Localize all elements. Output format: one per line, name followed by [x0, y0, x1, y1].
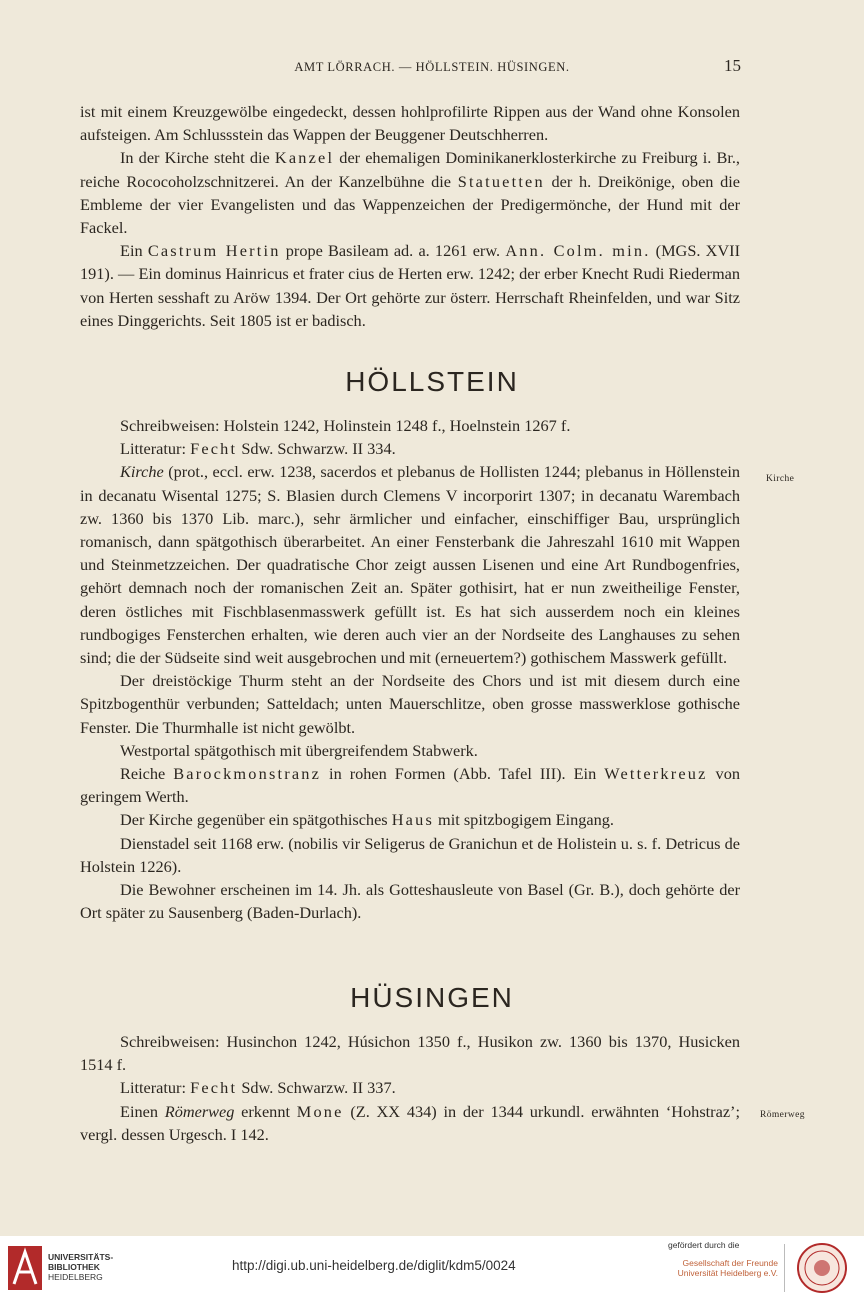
page-number: 15	[724, 56, 741, 75]
heading-husingen: HÜSINGEN	[350, 982, 514, 1013]
section-husingen	[80, 1030, 740, 1146]
running-head: AMT LÖRRACH. — HÖLLSTEIN. HÜSINGEN.	[294, 60, 570, 74]
section-hollstein	[80, 414, 740, 924]
schreibweisen: Schreibweisen: Holstein 1242, Holinstein 1248 f., Hoelnstein 1267 f.	[120, 416, 571, 435]
heading-hollstein: HÖLLSTEIN	[345, 366, 519, 397]
paragraph: Westportal spätgothisch mit übergreifendem Stabwerk.	[120, 740, 478, 760]
funded-by-label: gefördert durch die	[668, 1240, 740, 1250]
paragraph: ist mit einem Kreuzgewölbe eingedeckt, dessen hohlprofilirte Rippen aus der Wand ohne Konsolen aufsteigen. Am Schlussstein das Wappen der Beuggener Deutschherren.	[80, 102, 740, 145]
paragraph: In der Kirche steht die Kanzel der ehemaligen Dominikanerklosterkirche zu Freiburg i. Br., reiche Rococoholzschnitzerei. An der Kanzelbühne die Statuetten der h. Dreikönige, oben die Embleme der vier Evangelisten und das Wappenzeichen der Predigermönche, der Hund mit der Fackel.	[80, 148, 741, 238]
society-name-link[interactable]: Gesellschaft der Freunde Universität Heidelberg e.V.	[677, 1258, 778, 1278]
paragraph: Dienstadel seit 1168 erw. (nobilis vir Seligerus de Granichun et de Holistein u. s. f. Detricus de Holstein 1226).	[80, 833, 740, 876]
library-name[interactable]: UNIVERSITÄTS- BIBLIOTHEK HEIDELBERG	[48, 1252, 114, 1282]
paragraph-roemerweg: Einen Römerweg erkennt Mone (Z. XX 434) in der 1344 urkundl. erwähnten ‘Hohstraz’; vergl. dessen Urgesch. I 142.	[80, 1101, 740, 1144]
paragraph: Die Bewohner erscheinen im 14. Jh. als Gotteshausleute von Basel (Gr. B.), doch gehörte der Ort später zu Sausenberg (Baden-Durlach).	[80, 880, 740, 923]
litteratur: Litteratur: Fecht Sdw. Schwarzw. II 337.	[120, 1078, 396, 1098]
paragraph: Der dreistöckige Thurm steht an der Nordseite des Chors und ist mit diesem durch eine Spitzbogenthür verbunden; Satteldach; unten Mauerschlitze, oben grosse masswerklose gothische Fenster. Die Thurmhalle ist nicht gewölbt.	[80, 671, 740, 737]
paragraph: Der Kirche gegenüber ein spätgothisches Haus mit spitzbogigem Eingang.	[120, 810, 614, 830]
section-herten	[80, 100, 740, 332]
university-seal-icon	[796, 1242, 848, 1294]
litteratur: Litteratur: Fecht Sdw. Schwarzw. II 334.	[120, 439, 396, 459]
library-logo-icon	[8, 1246, 42, 1290]
paragraph-kirche: Kirche (prot., eccl. erw. 1238, sacerdos et plebanus de Hollisten 1244; plebanus in Höllenstein in decanatu Wisental 1275; S. Blasien durch Clemens V incorporirt 1307; in decanatu Warembach zw. 1360 bis 1370 Lib. marc.), sehr ärmlicher und einfacher, einschiffiger Bau, ursprünglich romanisch, dann spätgothisch überarbeitet. An einer Fensterbank die Jahreszahl 1610 mit Wappen und Steinmetzzeichen. Der quadratische Chor zeigt aussen Lisenen und eine Art Rundbogenfries, gehört demnach noch der romanischen Zeit an. Später gothisirt, hat er nun zweitheilige Fenster, deren östliches mit Fischblasenmasswerk gefüllt ist. Es hat sich ausserdem noch ein kleines rundbogiges Fensterchen erhalten, wie deren auch vier an der Nordseite des Langhauses zu sehen sind; die der Südseite sind weit ausgebrochen und mit (erneuertem?) gothischem Masswerk gefüllt.	[80, 462, 740, 668]
paragraph: Ein Castrum Hertin prope Basileam ad. a. 1261 erw. Ann. Colm. min. (MGS. XVII 191). — Ein dominus Hainricus et frater cius de Herten erw. 1242; der erber Knecht Rudi Riederman von Herten sesshaft zu Aröw 1394. Der Ort gehörte zur österr. Herrschaft Rheinfelden, und war Sitz eines Dinggerichts. Seit 1805 ist er badisch.	[80, 241, 740, 330]
marginal-note-kirche: Kirche	[766, 474, 795, 484]
document-url-link[interactable]: http://digi.ub.uni-heidelberg.de/diglit/kdm5/0024	[232, 1258, 516, 1273]
marginal-note-roemerweg: Römerweg	[760, 1110, 805, 1120]
paragraph: Reiche Barockmonstranz in rohen Formen (Abb. Tafel III). Ein Wetterkreuz von geringem Werth.	[80, 764, 740, 807]
schreibweisen: Schreibweisen: Husinchon 1242, Húsichon 1350 f., Husikon zw. 1360 bis 1370, Husicken 1514 f.	[80, 1032, 740, 1075]
viewer-footer	[0, 1236, 864, 1300]
footer-divider	[784, 1244, 785, 1292]
